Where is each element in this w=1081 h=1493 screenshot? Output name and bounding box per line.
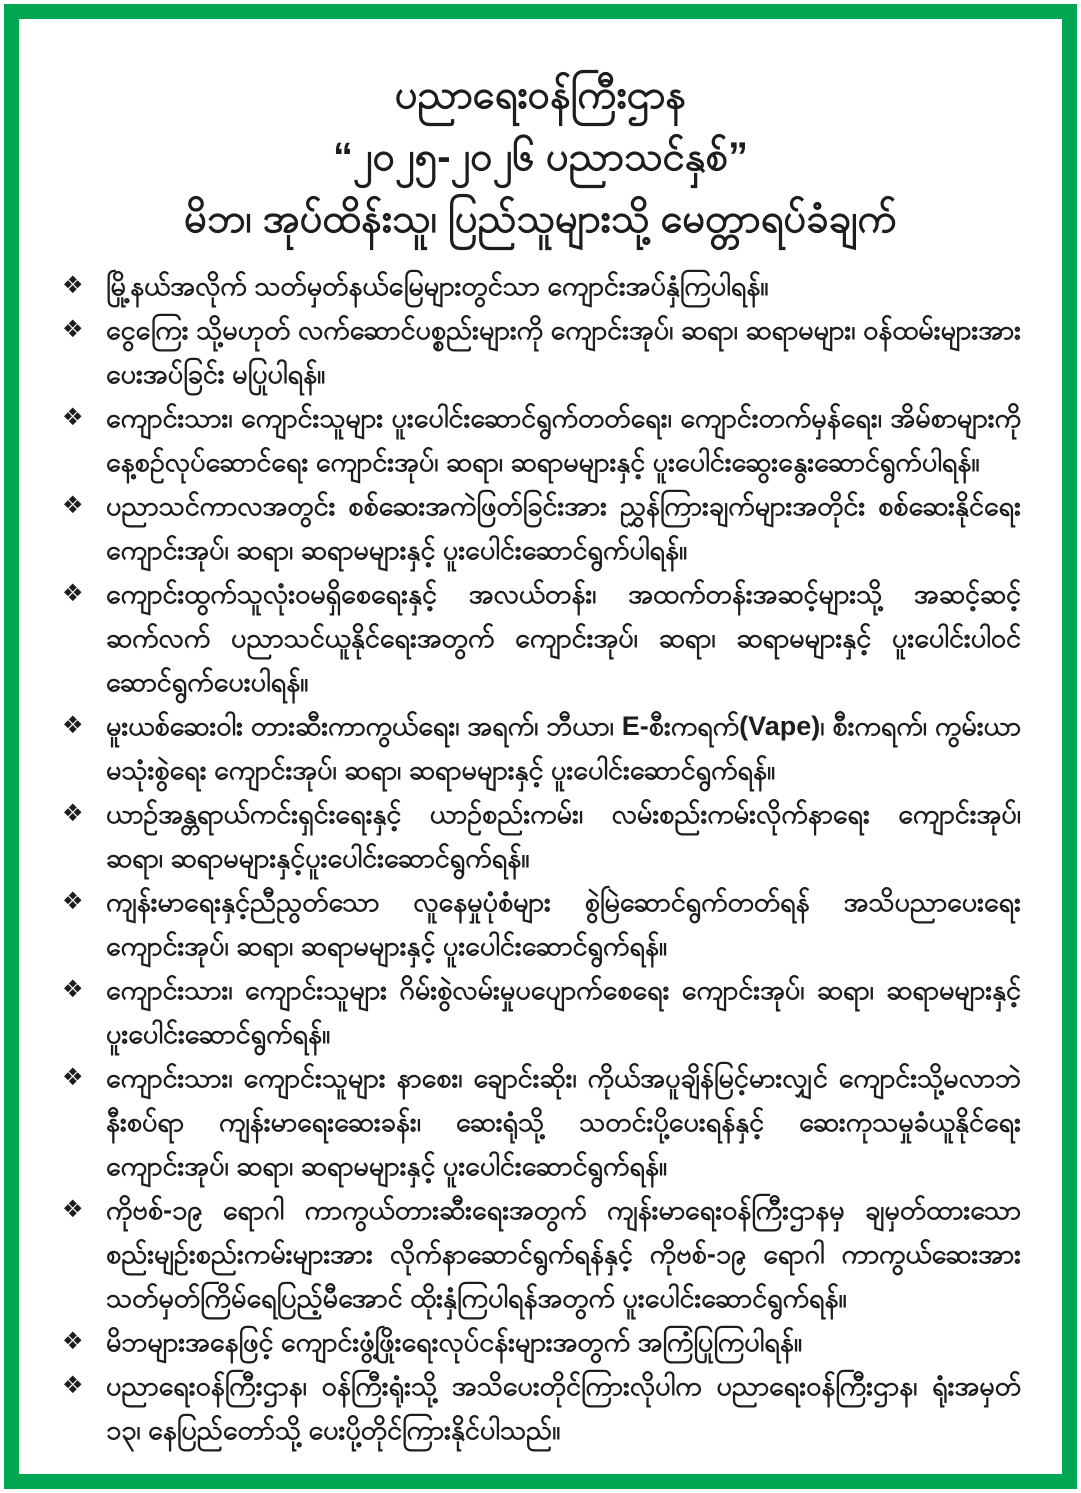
list-item-text: ငွေကြေး သို့မဟုတ် လက်ဆောင်ပစ္စည်းများကို ကျောင်းအုပ်၊ ဆရာ၊ ဆရာမများ၊ ဝန်ထမ်းများအား ပေးအပ်ခြင်း မပြုပါရန်။ <box>106 315 1021 389</box>
list-item <box>60 1364 1021 1452</box>
four-diamond-bullet-icon: ❖ <box>62 1372 84 1399</box>
title-line-appeal: မိဘ၊ အုပ်ထိန်းသူ၊ ပြည်သူများသို့ မေတ္တာရပ်ခံချက် <box>184 197 897 241</box>
four-diamond-bullet-icon: ❖ <box>62 800 84 827</box>
list-item-text: ကျန်းမာရေးနှင့်ညီညွတ်သော လူနေမှုပုံစံများ စွဲမြဲဆောင်ရွက်တတ်ရန် အသိပညာပေးရေး ကျောင်းအုပ်၊ ဆရာ၊ ဆရာမများနှင့် ပူးပေါင်းဆောင်ရွက်ရန်။ <box>106 887 1021 961</box>
list-item-text: ပညာရေးဝန်ကြီးဌာန၊ ဝန်ကြီးရုံးသို့ အသိပေးတိုင်ကြားလိုပါက ပညာရေးဝန်ကြီးဌာန၊ ရုံးအမှတ် ၁၃၊ နေပြည်တော်သို့ ပေးပို့တိုင်ကြားနိုင်ပါသည်။ <box>106 1371 1021 1445</box>
list-item-text: ကျောင်းသား၊ ကျောင်းသူများ ဂိမ်းစွဲလမ်းမှုပပျောက်စေရေး ကျောင်းအုပ်၊ ဆရာ၊ ဆရာမများနှင့် ပူးပေါင်းဆောင်ရွက်ရန်။ <box>106 975 1021 1049</box>
list-item-text: ကျောင်းသား၊ ကျောင်းသူများ ပူးပေါင်းဆောင်ရွက်တတ်ရေး၊ ကျောင်းတက်မှန်ရေး၊ အိမ်စာများကို နေ့စဉ်လုပ်ဆောင်ရေး ကျောင်းအုပ်၊ ဆရာ၊ ဆရာမများနှင့် ပူးပေါင်းဆွေးနွေးဆောင်ရွက်ပါရန်။ <box>106 403 1021 477</box>
four-diamond-bullet-icon: ❖ <box>62 492 84 519</box>
list-item <box>60 396 1021 484</box>
list-item <box>60 1056 1021 1188</box>
list-item-text: ကျောင်းထွက်သူလုံးဝမရှိစေရေးနှင့် အလယ်တန်း၊ အထက်တန်းအဆင့်များသို့ အဆင့်ဆင့် ဆက်လက် ပညာသင်ယူနိုင်ရေးအတွက် ကျောင်းအုပ်၊ ဆရာ၊ ဆရာမများနှင့် ပူးပေါင်းပါဝင် ဆောင်ရွက်ပေးပါရန်။ <box>106 579 1021 697</box>
green-border-frame <box>4 4 1077 1489</box>
notice-title <box>58 64 1023 250</box>
list-item-text: မြို့နယ်အလိုက် သတ်မှတ်နယ်မြေများတွင်သာ ကျောင်းအပ်နှံကြပါရန်။ <box>106 271 769 301</box>
list-item-text: ပညာသင်ကာလအတွင်း စစ်ဆေးအကဲဖြတ်ခြင်းအား ညွှန်ကြားချက်များအတိုင်း စစ်ဆေးနိုင်ရေး ကျောင်းအုပ်၊ ဆရာ၊ ဆရာမများနှင့် ပူးပေါင်းဆောင်ရွက်ပါရန်။ <box>106 491 1021 565</box>
list-item-text: မိဘများအနေဖြင့် ကျောင်းဖွံ့ဖြိုးရေးလုပ်ငန်းများအတွက် အကြံပြုကြပါရန်။ <box>106 1327 802 1357</box>
title-line-academic-year: “၂၀၂၅-၂၀၂၆ ပညာသင်နှစ်” <box>333 135 748 179</box>
list-item-text: မူးယစ်ဆေးဝါး တားဆီးကာကွယ်ရေး၊ အရက်၊ ဘီယာ၊ E-စီးကရက်(Vape)၊ စီးကရက်၊ ကွမ်းယာ မသုံးစွဲရေး ကျောင်းအုပ်၊ ဆရာ၊ ဆရာမများနှင့် ပူးပေါင်းဆောင်ရွက်ရန်။ <box>106 711 1021 785</box>
list-item <box>60 1320 1021 1364</box>
list-item <box>60 308 1021 396</box>
four-diamond-bullet-icon: ❖ <box>62 1328 84 1355</box>
list-item <box>60 484 1021 572</box>
list-item <box>60 704 1021 792</box>
list-item <box>60 264 1021 308</box>
notice-content <box>38 38 1043 1455</box>
list-item-text: ကိုဗစ်-၁၉ ရောဂါ ကာကွယ်တားဆီးရေးအတွက် ကျန်းမာရေးဝန်ကြီးဌာနမှ ချမှတ်ထားသော စည်းမျဉ်းစည်းကမ်းများအား လိုက်နာဆောင်ရွက်ရန်နှင့် ကိုဗစ်-၁၉ ရောဂါ ကာကွယ်ဆေးအား သတ်မှတ်ကြိမ်ရေပြည့်မီအောင် ထိုးနှံကြပါရန်အတွက် ပူးပေါင်းဆောင်ရွက်ရန်။ <box>106 1195 1021 1313</box>
list-item <box>60 1188 1021 1320</box>
four-diamond-bullet-icon: ❖ <box>62 316 84 343</box>
title-line-ministry: ပညာရေးဝန်ကြီးဌာန <box>394 73 687 117</box>
four-diamond-bullet-icon: ❖ <box>62 976 84 1003</box>
four-diamond-bullet-icon: ❖ <box>62 580 84 607</box>
four-diamond-bullet-icon: ❖ <box>62 1196 84 1223</box>
list-item <box>60 968 1021 1056</box>
four-diamond-bullet-icon: ❖ <box>62 888 84 915</box>
four-diamond-bullet-icon: ❖ <box>62 272 84 299</box>
list-item-text: ကျောင်းသား၊ ကျောင်းသူများ နာစေး၊ ချောင်းဆိုး၊ ကိုယ်အပူချိန်မြင့်မားလျှင် ကျောင်းသို့မလာဘဲ နီးစပ်ရာ ကျန်းမာရေးဆေးခန်း၊ ဆေးရုံသို့ သတင်းပို့ပေးရန်နှင့် ဆေးကုသမှုခံယူနိုင်ရေးကျောင်းအုပ်၊ ဆရာ၊ ဆရာမများနှင့် ပူးပေါင်းဆောင်ရွက်ရန်။ <box>106 1063 1021 1181</box>
list-item <box>60 880 1021 968</box>
four-diamond-bullet-icon: ❖ <box>62 404 84 431</box>
four-diamond-bullet-icon: ❖ <box>62 712 84 739</box>
four-diamond-bullet-icon: ❖ <box>62 1064 84 1091</box>
list-item <box>60 792 1021 880</box>
list-item-text: ယာဉ်အန္တရာယ်ကင်းရှင်းရေးနှင့် ယာဉ်စည်းကမ်း၊ လမ်းစည်းကမ်းလိုက်နာရေး ကျောင်းအုပ်၊ ဆရာ၊ ဆရာမများနှင့်ပူးပေါင်းဆောင်ရွက်ရန်။ <box>106 799 1021 873</box>
list-item <box>60 572 1021 704</box>
notice-list <box>60 264 1021 1452</box>
